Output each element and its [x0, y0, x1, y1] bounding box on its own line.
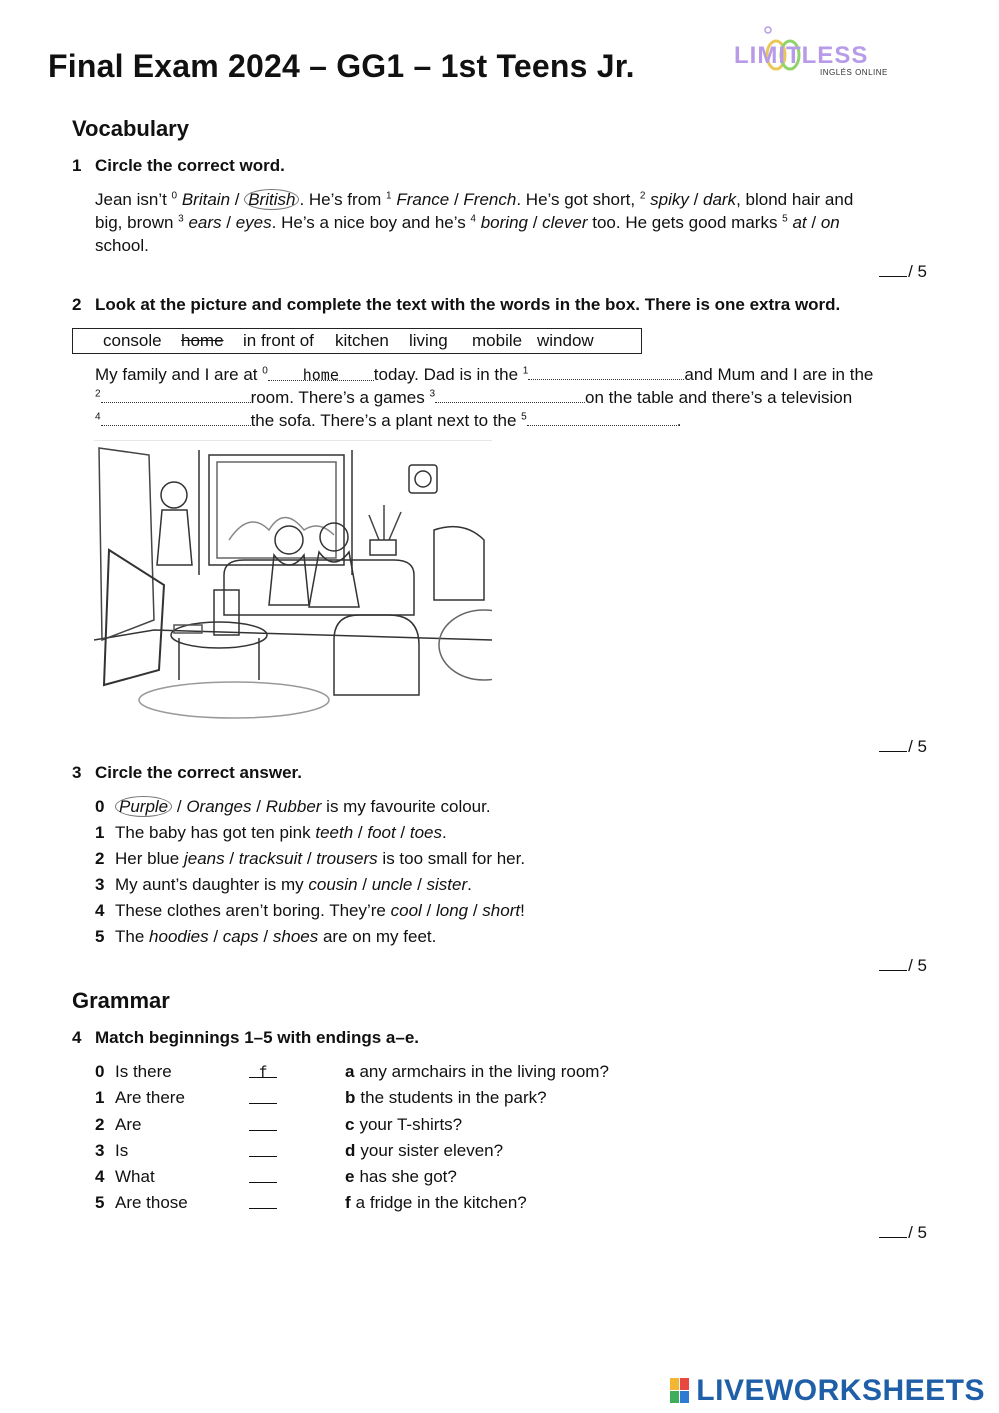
q3-item-1: 1 The baby has got ten pink teeth / foot / toes. [95, 823, 447, 842]
q3-text: Circle the correct answer. [95, 763, 302, 782]
gap-1[interactable] [528, 363, 684, 380]
gap-2[interactable] [101, 386, 251, 403]
q3-number: 3 [72, 763, 82, 782]
option-uncle[interactable]: uncle [371, 875, 413, 894]
option-oranges[interactable]: Oranges [186, 797, 252, 816]
answer-blank-2[interactable] [249, 1112, 277, 1131]
page-title: Final Exam 2024 – GG1 – 1st Teens Jr. [48, 48, 635, 84]
option-france[interactable]: France [396, 190, 450, 209]
option-cool[interactable]: cool [390, 901, 422, 920]
option-caps[interactable]: caps [222, 927, 259, 946]
answer-blank-3[interactable] [249, 1138, 277, 1157]
option-spiky[interactable]: spiky [650, 190, 689, 209]
answer-blank-5[interactable] [249, 1190, 277, 1209]
match-row-5: 5 Are those f a fridge in the kitchen? [95, 1190, 695, 1216]
option-british-circled[interactable]: British [244, 189, 299, 210]
word-window: window [537, 331, 594, 350]
option-purple-circled[interactable]: Purple [115, 796, 172, 817]
option-tracksuit[interactable]: tracksuit [238, 849, 303, 868]
q3-score: / 5 [879, 956, 927, 976]
q1-line-3: school. [95, 236, 149, 255]
option-toes[interactable]: toes [409, 823, 443, 842]
option-dark[interactable]: dark [703, 190, 737, 209]
q1-number: 1 [72, 156, 82, 175]
q2-line-2: $^2$ room. There’s a games $^3$ on the table and there’s a television [95, 388, 853, 407]
q4-number: 4 [72, 1028, 82, 1047]
q4-score: / 5 [879, 1223, 927, 1243]
word-kitchen: kitchen [335, 331, 389, 350]
option-rubber[interactable]: Rubber [265, 797, 322, 816]
q3-item-3: 3 My aunt’s daughter is my cousin / uncle / sister. [95, 875, 472, 894]
option-eyes[interactable]: eyes [235, 213, 272, 232]
q2-line-3: $^4$ the sofa. There’s a plant next to the $^5$ . [95, 411, 682, 430]
q1-text: Circle the correct word. [95, 156, 285, 175]
match-row-1: 1 Are there b the students in the park? [95, 1085, 695, 1111]
gap-4[interactable] [101, 409, 251, 426]
option-cousin[interactable]: cousin [308, 875, 358, 894]
brand-logo [730, 24, 890, 84]
answer-blank-1[interactable] [249, 1085, 277, 1104]
option-sister[interactable]: sister [426, 875, 468, 894]
q3-item-4: 4 These clothes aren’t boring. They’re cool / long / short! [95, 901, 525, 920]
q4-matching [95, 1059, 695, 1217]
q2-text: Look at the picture and complete the text with the words in the box. There is one extra word. [95, 295, 841, 314]
option-at[interactable]: at [792, 213, 807, 232]
word-in-front-of: in front of [243, 331, 314, 350]
logo-text: LIMITLESS [734, 42, 869, 69]
q3-list [95, 794, 525, 950]
option-jeans[interactable]: jeans [183, 849, 225, 868]
q3-instruction [72, 763, 302, 783]
score-blank[interactable] [879, 1237, 907, 1238]
section-grammar: Grammar [72, 988, 170, 1013]
option-on[interactable]: on [820, 213, 840, 232]
q2-line-1: My family and I are at $^0$ home today. Dad is in the $^1$ and Mum and I are in the [95, 365, 874, 384]
living-room-illustration [94, 440, 492, 728]
q3-item-5: 5 The hoodies / caps / shoes are on my feet. [95, 927, 437, 946]
q1-instruction [72, 156, 285, 176]
liveworksheets-icon [670, 1378, 690, 1404]
word-box [72, 328, 642, 354]
q2-number: 2 [72, 295, 82, 314]
q2-instruction [72, 295, 840, 315]
word-home-crossed: home [181, 331, 224, 350]
answer-blank-4[interactable] [249, 1164, 277, 1183]
word-console: console [103, 331, 162, 350]
word-living: living [409, 331, 448, 350]
section-vocabulary: Vocabulary [72, 116, 189, 141]
option-trousers[interactable]: trousers [316, 849, 378, 868]
q1-paragraph [95, 188, 925, 257]
option-shoes[interactable]: shoes [272, 927, 319, 946]
option-foot[interactable]: foot [367, 823, 396, 842]
option-short[interactable]: short [482, 901, 521, 920]
q4-instruction [72, 1028, 419, 1048]
q1-score: / 5 [879, 262, 927, 282]
q1-line-2: big, brown $^3$ ears / eyes. He’s a nice boy and he’s $^4$ boring / clever too. He gets good marks $^5$ at / on [95, 213, 840, 232]
option-boring[interactable]: boring [480, 213, 528, 232]
gap-3[interactable] [435, 386, 585, 403]
match-row-0: 0 Is there f a any armchairs in the living room? [95, 1059, 695, 1085]
option-ears[interactable]: ears [188, 213, 222, 232]
option-teeth[interactable]: teeth [315, 823, 354, 842]
match-row-2: 2 Are c your T-shirts? [95, 1112, 695, 1138]
logo-subtitle: INGLÉS ONLINE [820, 68, 888, 77]
option-french[interactable]: French [463, 190, 517, 209]
option-long[interactable]: long [435, 901, 469, 920]
q2-score: / 5 [879, 737, 927, 757]
q3-item-0: 0 Purple / Oranges / Rubber is my favourite colour. [95, 797, 491, 816]
option-hoodies[interactable]: hoodies [149, 927, 209, 946]
q4-text: Match beginnings 1–5 with endings a–e. [95, 1028, 420, 1047]
answer-blank-0: f [249, 1059, 277, 1078]
match-row-3: 3 Is d your sister eleven? [95, 1138, 695, 1164]
q3-item-2: 2 Her blue jeans / tracksuit / trousers is too small for her. [95, 849, 526, 868]
score-blank[interactable] [879, 970, 907, 971]
gap-0-example: home [268, 364, 374, 381]
score-blank[interactable] [879, 751, 907, 752]
liveworksheets-logo[interactable]: LIVEWORKSHEETS [696, 1374, 985, 1408]
option-britain[interactable]: Britain [181, 190, 231, 209]
gap-5[interactable] [527, 409, 677, 426]
match-row-4: 4 What e has she got? [95, 1164, 695, 1190]
option-clever[interactable]: clever [542, 213, 588, 232]
word-mobile: mobile [472, 331, 523, 350]
q2-paragraph [95, 363, 925, 432]
score-blank[interactable] [879, 276, 907, 277]
q1-line-1: Jean isn’t $^0$ Britain / British . He’s from $^1$ France / French. He’s got short, $^2$ spiky / dark, blond hair and [95, 190, 854, 209]
